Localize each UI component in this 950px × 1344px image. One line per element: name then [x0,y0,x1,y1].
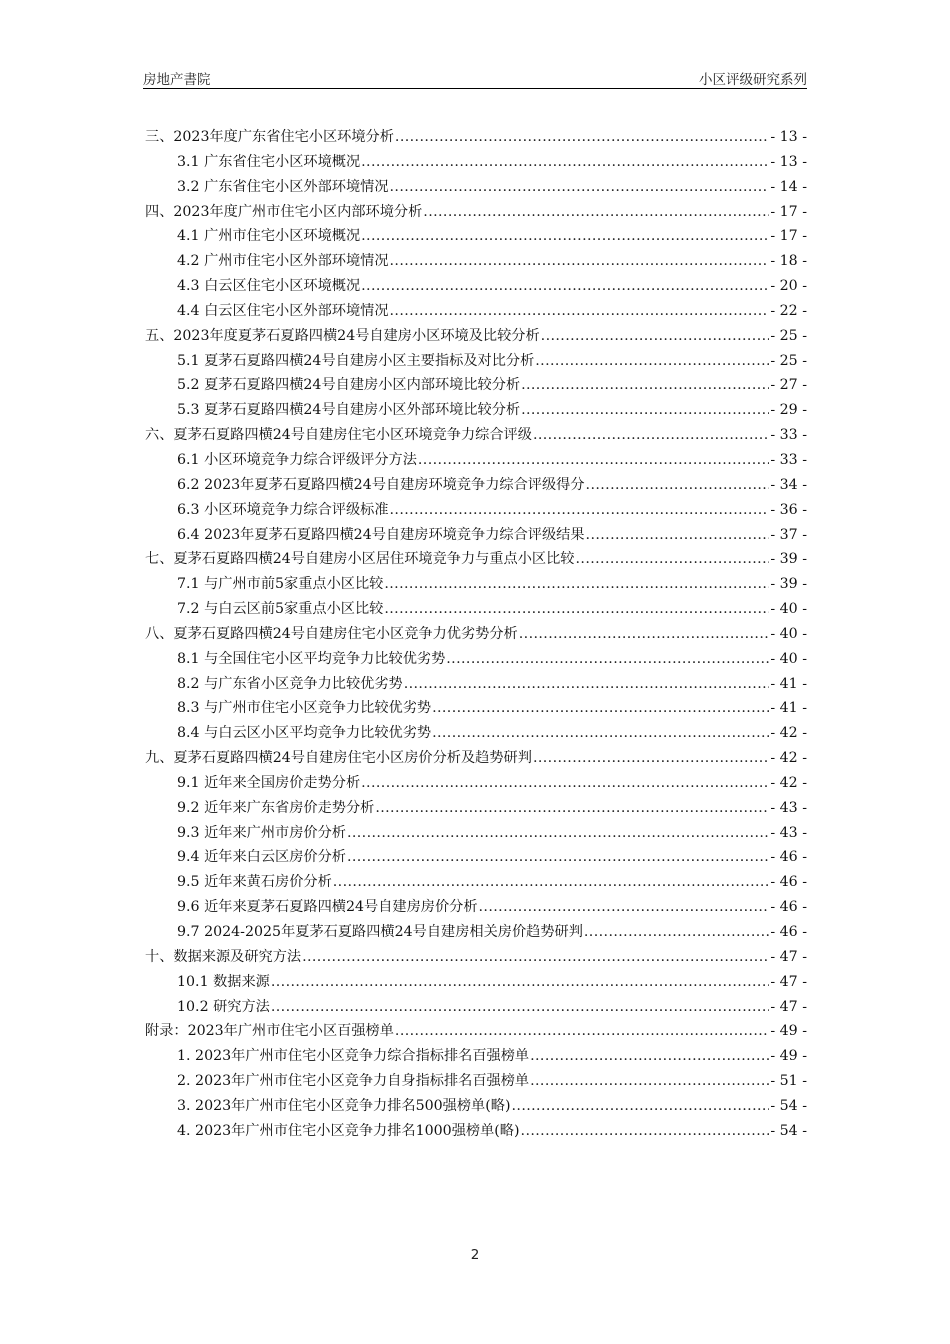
toc-entry-title: 9.1 近年来全国房价走势分析 [177,774,361,791]
toc-entry-section[interactable] [145,696,807,721]
toc-entry-chapter[interactable] [145,746,807,771]
toc-entry-title: 六、夏茅石夏路四横24号自建房住宅小区环境竞争力综合评级 [145,427,532,444]
toc-entry-section[interactable] [145,572,807,597]
toc-dot-leader [519,622,770,647]
toc-entry-section[interactable] [145,1119,807,1144]
toc-entry-title: 4.2 广州市住宅小区外部环境情况 [177,253,389,270]
toc-entry-section[interactable] [145,299,807,324]
toc-dot-leader [395,125,769,150]
toc-entry-section[interactable] [145,448,807,473]
toc-dot-leader [512,1094,770,1119]
toc-entry-title: 6.4 2023年夏茅石夏路四横24号自建房环境竞争力综合评级结果 [177,526,585,543]
toc-entry-page: - 42 - [770,774,807,791]
toc-entry-section[interactable] [145,672,807,697]
toc-dot-leader [418,448,769,473]
toc-entry-section[interactable] [145,473,807,498]
toc-entry-title: 9.4 近年来白云区房价分析 [177,849,346,866]
toc-entry-title: 6.1 小区环境竞争力综合评级评分方法 [177,451,417,468]
toc-entry-section[interactable] [145,373,807,398]
header-left-title: 房地产書院 [143,72,211,88]
toc-entry-page: - 43 - [770,824,807,841]
toc-entry-chapter[interactable] [145,622,807,647]
toc-entry-section[interactable] [145,796,807,821]
page-number: 2 [470,1247,480,1263]
toc-entry-page: - 34 - [770,476,807,493]
toc-entry-title: 5.2 夏茅石夏路四横24号自建房小区内部环境比较分析 [177,377,521,394]
toc-dot-leader [271,970,769,995]
toc-entry-section[interactable] [145,175,807,200]
toc-entry-title: 三、2023年度广东省住宅小区环境分析 [145,129,394,145]
toc-dot-leader [535,349,769,374]
toc-dot-leader [423,200,769,225]
toc-entry-section[interactable] [145,647,807,672]
toc-entry-page: - 47 - [770,973,807,990]
toc-entry-page: - 33 - [770,427,807,444]
toc-entry-title: 1. 2023年广州市住宅小区竞争力综合指标排名百强榜单 [177,1048,530,1065]
toc-dot-leader [361,771,769,796]
toc-dot-leader [479,895,770,920]
toc-entry-chapter[interactable] [145,1019,807,1044]
toc-entry-title: 4. 2023年广州市住宅小区竞争力排名1000强榜单(略) [177,1122,520,1139]
toc-entry-section[interactable] [145,349,807,374]
toc-dot-leader [384,572,769,597]
toc-entry-title: 附录：2023年广州市住宅小区百强榜单 [145,1023,394,1040]
toc-entry-page: - 41 - [770,700,807,717]
toc-dot-leader [576,547,770,572]
toc-dot-leader [432,721,769,746]
toc-entry-section[interactable] [145,274,807,299]
toc-entry-section[interactable] [145,249,807,274]
toc-dot-leader [533,746,769,771]
toc-entry-page: - 42 - [770,750,807,767]
toc-entry-title: 4.3 白云区住宅小区环境概况 [177,278,361,295]
toc-dot-leader [395,1019,769,1044]
toc-dot-leader [521,398,769,423]
toc-entry-page: - 17 - [770,203,807,220]
toc-entry-page: - 40 - [770,650,807,667]
page-header [143,66,807,89]
toc-entry-title: 8.4 与白云区小区平均竞争力比较优劣势 [177,725,432,742]
toc-entry-title: 7.2 与白云区前5家重点小区比较 [177,601,384,618]
toc-entry-title: 3.1 广东省住宅小区环境概况 [177,153,361,170]
toc-dot-leader [446,647,769,672]
toc-entry-page: - 47 - [770,998,807,1015]
toc-entry-title: 7.1 与广州市前5家重点小区比较 [177,576,384,593]
toc-entry-page: - 25 - [770,327,807,344]
toc-entry-section[interactable] [145,1069,807,1094]
toc-entry-section[interactable] [145,1044,807,1069]
toc-entry-page: - 25 - [770,352,807,369]
toc-entry-page: - 33 - [770,451,807,468]
toc-entry-chapter[interactable] [145,945,807,970]
toc-entry-page: - 46 - [770,874,807,891]
toc-entry-title: 9.6 近年来夏茅石夏路四横24号自建房房价分析 [177,899,478,916]
toc-entry-title: 8.2 与广东省小区竞争力比较优劣势 [177,675,403,692]
toc-entry-chapter[interactable] [145,423,807,448]
toc-entry-section[interactable] [145,721,807,746]
toc-entry-page: - 17 - [770,228,807,245]
toc-dot-leader [390,249,770,274]
toc-entry-section[interactable] [145,970,807,995]
toc-entry-page: - 41 - [770,675,807,692]
toc-entry-title: 3. 2023年广州市住宅小区竞争力排名500强榜单(略) [177,1097,511,1114]
toc-dot-leader [530,1069,769,1094]
toc-dot-leader [375,796,769,821]
toc-dot-leader [333,870,770,895]
toc-dot-leader [347,845,769,870]
toc-entry-page: - 14 - [770,178,807,195]
toc-entry-title: 4.4 白云区住宅小区外部环境情况 [177,302,389,319]
toc-entry-title: 3.2 广东省住宅小区外部环境情况 [177,178,389,195]
toc-entry-chapter[interactable] [145,125,807,150]
toc-dot-leader [271,995,769,1020]
toc-entry-page: - 40 - [770,625,807,642]
toc-entry-page: - 49 - [770,1023,807,1040]
toc-entry-section[interactable] [145,995,807,1020]
toc-dot-leader [361,150,769,175]
table-of-contents [145,125,807,1144]
toc-entry-page: - 39 - [770,551,807,568]
toc-entry-section[interactable] [145,870,807,895]
toc-entry-section[interactable] [145,1094,807,1119]
toc-entry-page: - 49 - [770,1048,807,1065]
toc-entry-section[interactable] [145,224,807,249]
toc-entry-title: 十、数据来源及研究方法 [145,948,302,965]
toc-entry-page: - 46 - [770,924,807,940]
toc-entry-title: 8.1 与全国住宅小区平均竞争力比较优劣势 [177,650,446,667]
toc-entry-section[interactable] [145,845,807,870]
toc-dot-leader [404,672,770,697]
toc-entry-title: 9.7 2024-2025年夏茅石夏路四横24号自建房相关房价趋势研判 [177,924,583,940]
toc-entry-section[interactable] [145,498,807,523]
toc-entry-section[interactable] [145,150,807,175]
toc-dot-leader [541,324,770,349]
toc-dot-leader [432,696,769,721]
toc-dot-leader [384,597,769,622]
toc-dot-leader [361,224,769,249]
toc-entry-page: - 37 - [770,526,807,543]
toc-dot-leader [521,1119,770,1144]
toc-entry-page: - 13 - [770,129,807,145]
toc-entry-page: - 18 - [770,253,807,270]
toc-entry-section[interactable] [145,398,807,423]
toc-dot-leader [530,1044,769,1069]
toc-dot-leader [361,274,769,299]
toc-entry-section[interactable] [145,523,807,548]
toc-entry-page: - 51 - [770,1073,807,1090]
toc-entry-title: 9.5 近年来黄石房价分析 [177,874,332,891]
toc-entry-chapter[interactable] [145,200,807,225]
toc-entry-page: - 29 - [770,402,807,419]
toc-entry-title: 七、夏茅石夏路四横24号自建房小区居住环境竞争力与重点小区比较 [145,551,575,568]
toc-entry-page: - 43 - [770,799,807,816]
toc-entry-section[interactable] [145,771,807,796]
toc-entry-title: 8.3 与广州市住宅小区竞争力比较优劣势 [177,700,432,717]
toc-entry-title: 10.1 数据来源 [177,973,270,990]
toc-entry-title: 八、夏茅石夏路四横24号自建房住宅小区竞争力优劣势分析 [145,625,518,642]
toc-entry-section[interactable] [145,821,807,846]
toc-entry-title: 四、2023年度广州市住宅小区内部环境分析 [145,203,423,220]
toc-dot-leader [390,498,770,523]
toc-entry-page: - 20 - [770,278,807,295]
toc-entry-page: - 13 - [770,153,807,170]
toc-dot-leader [390,299,770,324]
toc-entry-title: 9.2 近年来广东省房价走势分析 [177,799,375,816]
toc-entry-title: 9.3 近年来广州市房价分析 [177,824,346,841]
toc-entry-title: 2. 2023年广州市住宅小区竞争力自身指标排名百强榜单 [177,1073,530,1090]
toc-entry-section[interactable] [145,895,807,920]
toc-dot-leader [586,473,770,498]
toc-entry-chapter[interactable] [145,324,807,349]
toc-entry-title: 5.3 夏茅石夏路四横24号自建房小区外部环境比较分析 [177,402,521,419]
toc-entry-title: 九、夏茅石夏路四横24号自建房住宅小区房价分析及趋势研判 [145,750,532,767]
toc-entry-title: 10.2 研究方法 [177,998,270,1015]
toc-dot-leader [390,175,770,200]
toc-entry-page: - 27 - [770,377,807,394]
toc-entry-section[interactable] [145,920,807,945]
toc-dot-leader [584,920,769,945]
toc-entry-title: 5.1 夏茅石夏路四横24号自建房小区主要指标及对比分析 [177,352,535,369]
toc-entry-page: - 40 - [770,601,807,618]
toc-entry-page: - 47 - [770,948,807,965]
header-right-title: 小区评级研究系列 [699,72,807,88]
toc-entry-section[interactable] [145,597,807,622]
toc-entry-title: 4.1 广州市住宅小区环境概况 [177,228,361,245]
toc-entry-page: - 39 - [770,576,807,593]
toc-entry-page: - 36 - [770,501,807,518]
toc-dot-leader [347,821,769,846]
toc-entry-page: - 42 - [770,725,807,742]
toc-entry-page: - 46 - [770,899,807,916]
toc-entry-page: - 22 - [770,302,807,319]
toc-entry-page: - 54 - [770,1122,807,1139]
toc-entry-page: - 54 - [770,1097,807,1114]
toc-entry-chapter[interactable] [145,547,807,572]
toc-dot-leader [521,373,769,398]
toc-entry-page: - 46 - [770,849,807,866]
toc-entry-title: 五、2023年度夏茅石夏路四横24号自建房小区环境及比较分析 [145,327,540,344]
toc-dot-leader [586,523,770,548]
toc-entry-title: 6.3 小区环境竞争力综合评级标准 [177,501,389,518]
toc-dot-leader [533,423,769,448]
toc-dot-leader [302,945,769,970]
toc-entry-title: 6.2 2023年夏茅石夏路四横24号自建房环境竞争力综合评级得分 [177,476,585,493]
